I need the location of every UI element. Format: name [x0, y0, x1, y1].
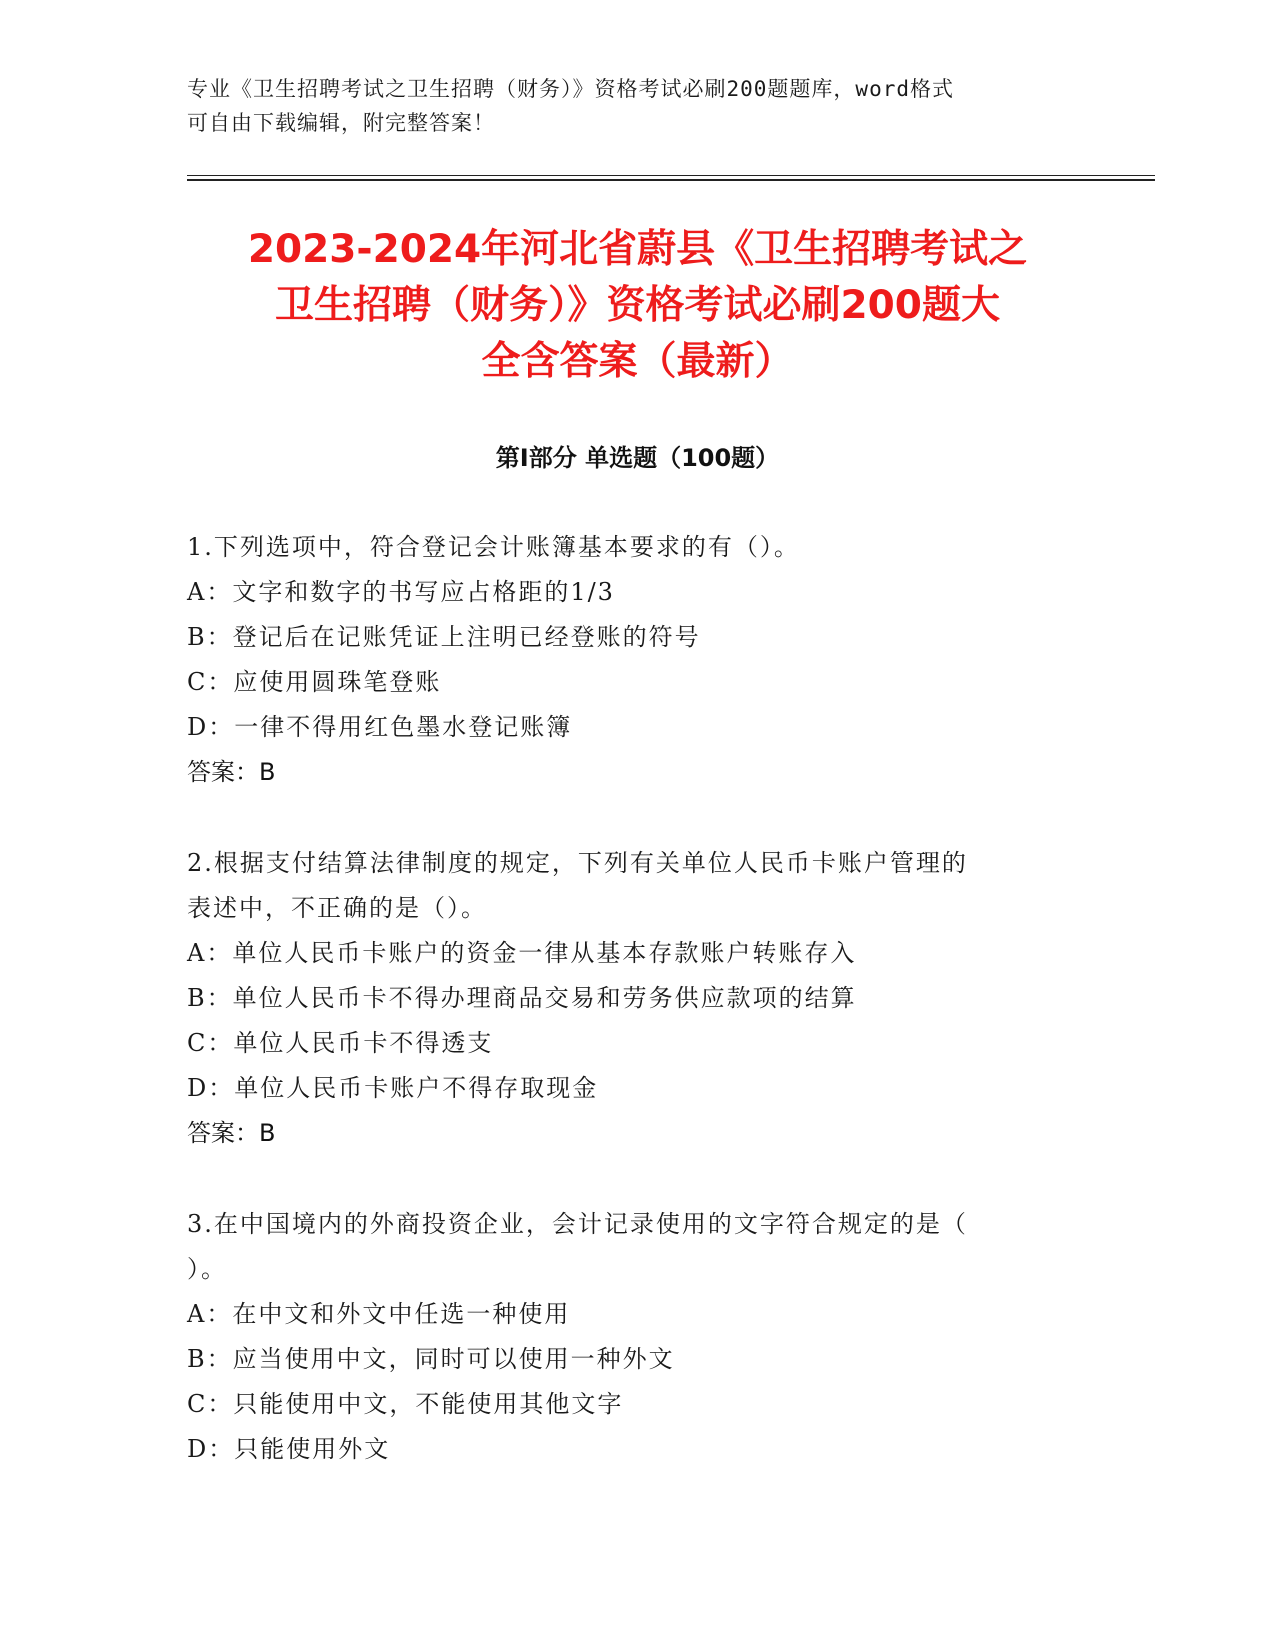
option-c: C：单位人民币卡不得透支	[187, 1029, 494, 1057]
document-title	[150, 222, 1125, 390]
option-a: A：在中文和外文中任选一种使用	[187, 1300, 571, 1328]
question-2	[187, 841, 1067, 1156]
option-b: B：单位人民币卡不得办理商品交易和劳务供应款项的结算	[187, 984, 857, 1012]
answer: 答案：B	[187, 758, 276, 786]
question-stem: 1.下列选项中，符合登记会计账簿基本要求的有（）。	[187, 533, 800, 561]
header-divider-thick	[187, 179, 1155, 181]
option-d: D：一律不得用红色墨水登记账簿	[187, 713, 573, 741]
question-list	[187, 525, 1067, 1518]
question-stem-continued: ）。	[187, 1255, 227, 1283]
title-line-3: 全含答案（最新）	[481, 339, 794, 384]
option-d: D：只能使用外文	[187, 1435, 391, 1463]
header-note	[187, 72, 1067, 140]
option-b: B：登记后在记账凭证上注明已经登账的符号	[187, 623, 701, 651]
option-b: B：应当使用中文，同时可以使用一种外文	[187, 1345, 675, 1373]
option-a: A：单位人民币卡账户的资金一律从基本存款账户转账存入	[187, 939, 857, 967]
header-note-line-2: 可自由下载编辑，附完整答案！	[187, 111, 495, 135]
section-heading: 第Ⅰ部分 单选题（100题）	[495, 444, 780, 472]
header-divider-thin	[187, 175, 1155, 176]
option-a: A：文字和数字的书写应占格距的1/3	[187, 578, 615, 606]
question-3	[187, 1202, 1067, 1472]
question-stem: 3.在中国境内的外商投资企业，会计记录使用的文字符合规定的是（	[187, 1210, 968, 1238]
header-note-line-1: 专业《卫生招聘考试之卫生招聘（财务）》资格考试必刷200题题库，word格式	[187, 77, 954, 101]
option-c: C：只能使用中文，不能使用其他文字	[187, 1390, 624, 1418]
title-line-2: 卫生招聘（财务）》资格考试必刷200题大	[275, 283, 1000, 328]
title-line-1: 2023-2024年河北省蔚县《卫生招聘考试之	[247, 227, 1028, 272]
option-d: D：单位人民币卡账户不得存取现金	[187, 1074, 599, 1102]
question-1	[187, 525, 1067, 795]
option-c: C：应使用圆珠笔登账	[187, 668, 442, 696]
question-stem-continued: 表述中，不正确的是（）。	[187, 894, 487, 922]
answer: 答案：B	[187, 1119, 276, 1147]
question-stem: 2.根据支付结算法律制度的规定，下列有关单位人民币卡账户管理的	[187, 849, 968, 877]
